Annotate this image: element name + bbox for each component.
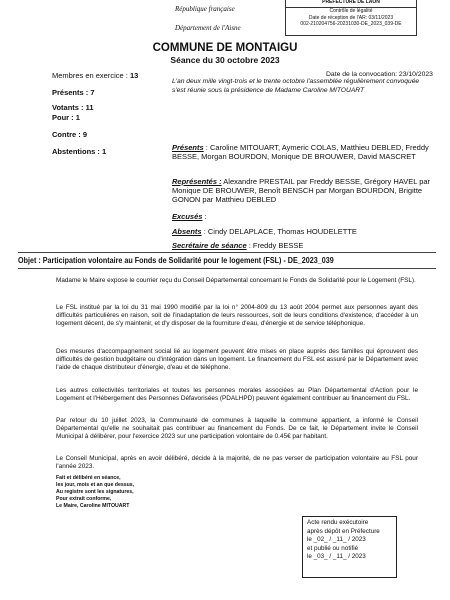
excuses-label: Excusés <box>172 212 203 221</box>
signature-line-2: les jour, mois et an que dessus, <box>56 482 135 488</box>
stamp-reference: 002-210204756-20231030-DE_2023_039-DE <box>300 21 402 27</box>
votants-value: 11 <box>85 103 94 112</box>
signature-line-4: Pour extrait conforme, <box>56 496 112 502</box>
paragraph-3: Des mesures d'accompagnement social lié au logement peuvent être mises en place auprès des familles qui éprouvent des difficultés de gestion budgétaire ou d'intégration dans un logement. Le financement du FSL est assuré par le Département avec l'aide de chaque distributeur d'énergie, d'eau et de téléphone. <box>56 348 418 371</box>
presents-count-value: 7 <box>90 88 95 97</box>
acte-line-5: le _03_ / _11_ / 2023 <box>307 553 366 561</box>
secretaire-label: Secrétaire de séance <box>172 241 247 250</box>
departement-label: Département de l'Aisne <box>175 24 241 32</box>
pour-value: 1 <box>75 113 80 122</box>
presents-count-row <box>52 88 95 97</box>
stamp-controle: Contrôle de légalité <box>329 8 373 14</box>
absents-label: Absents <box>172 227 202 236</box>
secretaire-section <box>172 241 442 250</box>
pour-row <box>52 113 80 122</box>
stamp-prefecture: PRÉFECTURE DE LAON <box>286 0 416 8</box>
republique-label: République française <box>175 5 235 13</box>
acte-line-3: le _02_ / _11_ / 2023 <box>307 536 366 544</box>
presents-text: : Caroline MITOUART, Aymeric COLAS, Matthieu DEBLED, Freddy BESSE, Morgan BOURDON, Monique DE BROUWER, David MASCRET <box>172 143 429 161</box>
representes-section <box>172 177 442 204</box>
representes-label: Représentés : <box>172 177 222 186</box>
divider-bottom <box>18 268 436 269</box>
intro-text: L'an deux mille vingt-trois et le trente octobre l'assemblée régulièrement convoquée s'est réunie sous la présidence de Madame Caroline MITOUART <box>172 78 420 94</box>
absents-section <box>172 227 442 236</box>
abstentions-label: Abstentions : <box>52 147 100 156</box>
signature-line-3: Au registre sont les signatures, <box>56 489 134 495</box>
signature-block <box>56 475 196 510</box>
representes-text: Alexandre PRESTAIL par Freddy BESSE, Grégory HAVEL par Monique DE BROUWER, Benoît BENSCH par Morgan BOURDON, Brigitte GONON par Matthieu DEBLED <box>172 177 431 204</box>
votants-row <box>52 103 94 112</box>
signature-line-1: Fait et délibéré en séance, <box>56 475 121 481</box>
presents-section <box>172 143 442 161</box>
excuses-section <box>172 212 442 221</box>
seance-date: Séance du 30 octobre 2023 <box>170 55 280 65</box>
signature-line-5: Le Maire, Caroline MITOUART <box>56 503 130 509</box>
paragraph-6: Le Conseil Municipal, après en avoir délibéré, décide à la majorité, de ne pas verser de participation volontaire au FSL pour l'année 2023. <box>56 455 418 470</box>
presents-label: Présents <box>172 143 204 152</box>
absents-text: : Cindy DELAPLACE, Thomas HOUDELETTE <box>203 227 357 236</box>
contre-label: Contre : <box>52 130 81 139</box>
secretaire-text: : Freddy BESSE <box>248 241 304 250</box>
paragraph-2: Le FSL institué par la loi du 31 mai 1990 modifié par la loi n° 2004-809 du 13 août 2004 permet aux personnes ayant des difficultés particulières en raison, soit de l'inadaptation de leurs ressources, soit de leurs conditions d'existence, d'accéder à un logement décent, de s'y maintenir, et d'y disposer de la fourniture d'eau, d'énergie et de service téléphonique. <box>56 304 418 327</box>
membres-value: 13 <box>129 71 139 80</box>
membres-row <box>52 71 138 80</box>
stamp-date-reception: Date de réception de l'AR: 03/11/2023 <box>308 14 394 21</box>
excuses-text: : <box>204 212 207 221</box>
contre-value: 9 <box>82 130 88 139</box>
page-title: COMMUNE DE MONTAIGU <box>152 42 298 54</box>
objet-title: Objet : Participation volontaire au Fonds de Solidarité pour le logement (FSL) - DE_2023_039 <box>18 256 334 265</box>
paragraph-5: Par retour du 10 juillet 2023, la Communauté de communes à laquelle la commune appartient, a informé le Conseil Départemental qu'elle ne souhaitait pas contribuer au financement du Fonds. De ce fait, le Département invite le Conseil Municipal à délibérer, pour l'exercice 2023 sur une participation volontaire de 0.45€ par habitant. <box>56 417 418 440</box>
membres-label: Membres en exercice : <box>52 71 128 80</box>
acte-executoire-box <box>302 516 397 578</box>
acte-line-1: Acte rendu exécutoire <box>307 519 369 526</box>
paragraph-4: Les autres collectivités territoriales et toutes les personnes morales associées au Plan Départemental d'Action pour le Logement et l'Hébergement des Personnes Défavorisées (PDALHPD) peuvent également contribuer au financement du FSL. <box>56 387 418 402</box>
contre-row <box>52 130 87 139</box>
divider-top <box>18 252 436 253</box>
prefecture-stamp <box>285 0 417 36</box>
pour-label: Pour : <box>52 113 74 122</box>
abstentions-value: 1 <box>102 147 107 156</box>
acte-line-2: après dépôt en Préfecture <box>307 527 380 535</box>
votants-label: Votants : <box>52 103 84 112</box>
convocation-date: Date de la convocation: 23/10/2023 <box>326 71 433 78</box>
presents-count-label: Présents : <box>52 88 89 97</box>
paragraph-1: Madame le Maire expose le courrier reçu du Conseil Départemental concernant le Fonds de Solidarité pour le Logement (FSL). <box>56 277 416 284</box>
abstentions-row <box>52 147 106 156</box>
acte-line-4: et publié ou notifié <box>307 544 359 552</box>
